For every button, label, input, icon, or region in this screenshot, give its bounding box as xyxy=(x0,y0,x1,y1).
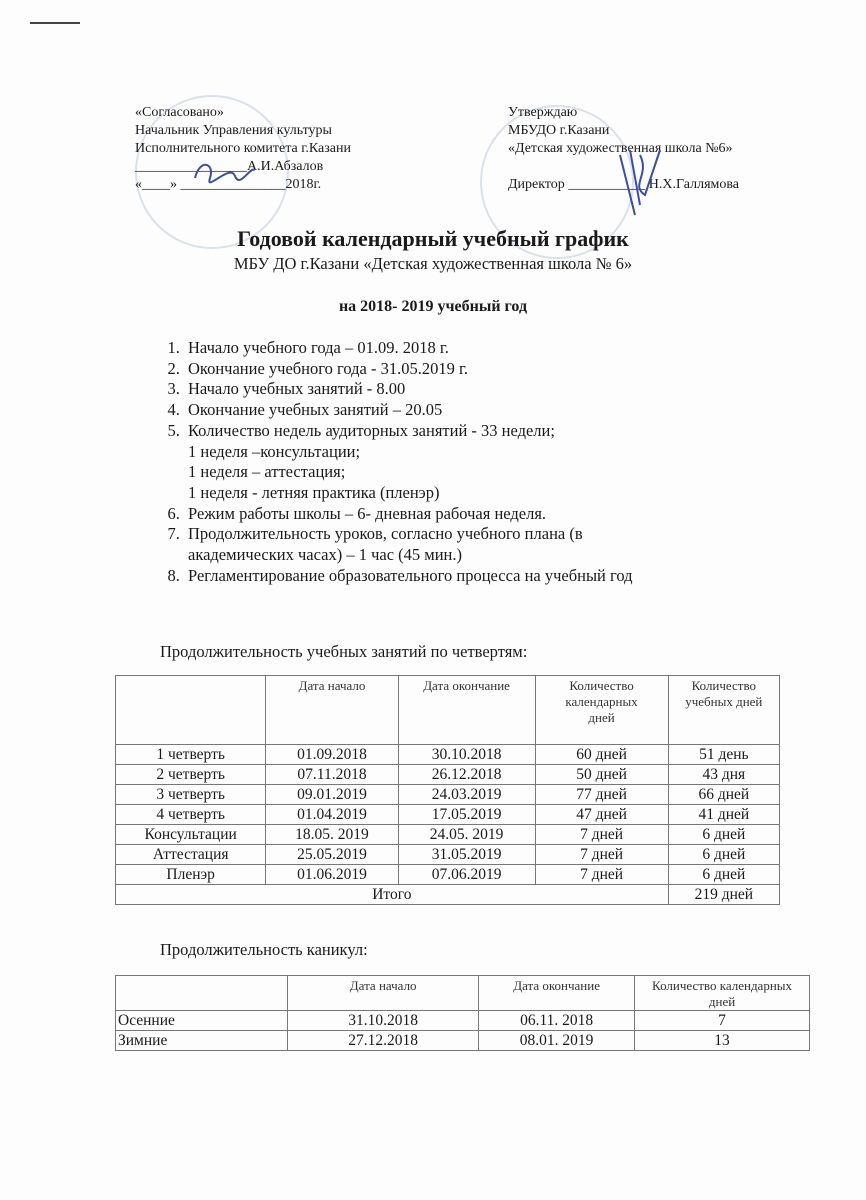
table-row xyxy=(116,845,780,865)
table-cell: Зимние xyxy=(116,1031,288,1051)
list-item-text: Начало учебных занятий - 8.00 xyxy=(188,379,406,399)
table-cell: 30.10.2018 xyxy=(398,745,535,765)
list-item xyxy=(184,566,688,587)
table-cell: 6 дней xyxy=(668,825,779,845)
list-subitem: 1 неделя –консультации; xyxy=(188,441,361,461)
column-header-text: Количество календарных дней xyxy=(652,978,793,1009)
table-row xyxy=(116,865,780,885)
table2-caption: Продолжительность каникул: xyxy=(160,940,368,959)
table-cell: 24.05. 2019 xyxy=(398,825,535,845)
table-cell: 17.05.2019 xyxy=(398,805,535,825)
table-row xyxy=(116,825,780,845)
column-header xyxy=(116,676,266,745)
total-label: Итого xyxy=(116,885,669,905)
quarters-table xyxy=(115,675,780,905)
table-cell: 3 четверть xyxy=(116,785,266,805)
approval-left-line: ________________А.И.Абзалов xyxy=(135,159,324,174)
document-title: Годовой календарный учебный график xyxy=(237,226,629,251)
table-cell: 60 дней xyxy=(535,745,668,765)
academic-year: на 2018- 2019 учебный год xyxy=(338,298,528,315)
approval-left-line: «____» _______________2018г. xyxy=(135,177,322,192)
table-row xyxy=(116,765,780,785)
column-header xyxy=(398,676,535,745)
table-cell: 6 дней xyxy=(668,845,779,865)
table-row xyxy=(116,805,780,825)
column-header xyxy=(288,976,479,1011)
signature-left xyxy=(190,158,260,186)
column-header-text: Количество учебных дней xyxy=(685,678,763,709)
list-item xyxy=(184,338,688,359)
table-cell: 4 четверть xyxy=(116,805,266,825)
total-value: 219 дней xyxy=(668,885,779,905)
table-cell: 51 день xyxy=(668,745,779,765)
list-item-text: Начало учебного года – 01.09. 2018 г. xyxy=(188,338,449,357)
column-header xyxy=(116,976,288,1011)
table-cell: 47 дней xyxy=(535,805,668,825)
table-cell: 07.11.2018 xyxy=(266,765,398,785)
signature-right xyxy=(610,145,670,225)
table-cell: 41 дней xyxy=(668,805,779,825)
column-header xyxy=(479,976,635,1011)
table-row xyxy=(116,1031,810,1051)
list-item-text: Продолжительность уроков, согласно учебного плана (в академических часах) – 1 час (45 мин.) xyxy=(188,524,583,565)
list-item-text: Режим работы школы – 6- дневная рабочая неделя. xyxy=(188,503,547,523)
list-item xyxy=(184,400,688,421)
table-cell: Осенние xyxy=(116,1011,288,1031)
table-cell: 06.11. 2018 xyxy=(479,1011,635,1031)
table-header-row xyxy=(116,976,810,1011)
list-item xyxy=(184,421,688,504)
table-cell: 24.03.2019 xyxy=(398,785,535,805)
list-item-text: Окончание учебных занятий – 20.05 xyxy=(188,400,443,420)
table-cell: 7 дней xyxy=(535,825,668,845)
column-header xyxy=(635,976,810,1011)
table-cell: Консультации xyxy=(116,825,266,845)
table-row xyxy=(116,745,780,765)
list-item-text: Окончание учебного года - 31.05.2019 г. xyxy=(188,358,468,378)
table-cell: 7 xyxy=(635,1011,810,1031)
approval-right-line: МБУДО г.Казани xyxy=(508,123,610,138)
table-cell: 50 дней xyxy=(535,765,668,785)
table-cell: 26.12.2018 xyxy=(398,765,535,785)
column-header-text: Дата начало xyxy=(298,678,366,693)
table-cell: 7 дней xyxy=(535,845,668,865)
table-header-row xyxy=(116,676,780,745)
table-cell: 01.09.2018 xyxy=(266,745,398,765)
column-header xyxy=(668,676,779,745)
list-item-text: Количество недель аудиторных занятий - 33 недели; xyxy=(188,420,555,440)
document-subtitle: МБУ ДО г.Казани «Детская художественная школа № 6» xyxy=(233,254,633,273)
table-cell: 18.05. 2019 xyxy=(266,825,398,845)
table-row xyxy=(116,1011,810,1031)
column-header xyxy=(535,676,668,745)
approval-right-line: Утверждаю xyxy=(508,105,578,120)
schedule-list xyxy=(160,338,688,586)
table-cell: 43 дня xyxy=(668,765,779,785)
approval-left-line: «Согласовано» xyxy=(135,105,224,120)
column-header xyxy=(266,676,398,745)
table-cell: 08.01. 2019 xyxy=(479,1031,635,1051)
table-cell: 1 четверть xyxy=(116,745,266,765)
table-cell: 25.05.2019 xyxy=(266,845,398,865)
approval-right-line: Директор ___________ Н.Х.Галлямова xyxy=(508,177,740,192)
approval-left-line: Исполнительного комитета г.Казани xyxy=(135,141,351,156)
table-row xyxy=(116,785,780,805)
table-cell: 2 четверть xyxy=(116,765,266,785)
table-cell: Аттестация xyxy=(116,845,266,865)
table-cell: 77 дней xyxy=(535,785,668,805)
table-cell: 31.10.2018 xyxy=(288,1011,479,1031)
table-cell: 07.06.2019 xyxy=(398,865,535,885)
list-subitem: 1 неделя – аттестация; xyxy=(188,462,346,482)
table-cell: 6 дней xyxy=(668,865,779,885)
list-item xyxy=(184,504,688,525)
list-item xyxy=(184,379,688,400)
table-cell: 7 дней xyxy=(535,865,668,885)
list-item xyxy=(184,359,688,380)
table-total-row xyxy=(116,885,780,905)
list-item-text: Регламентирование образовательного процесса на учебный год xyxy=(188,565,633,585)
column-header-text: Дата окончание xyxy=(513,978,600,993)
approval-left-line: Начальник Управления культуры xyxy=(135,123,332,138)
column-header-text: Дата начало xyxy=(349,978,417,993)
scan-mark xyxy=(30,22,80,24)
table-cell: 09.01.2019 xyxy=(266,785,398,805)
column-header-text: Дата окончание xyxy=(423,678,510,693)
table-cell: 66 дней xyxy=(668,785,779,805)
list-subitem: 1 неделя - летняя практика (пленэр) xyxy=(188,482,440,502)
approval-right-line: «Детская художественная школа №6» xyxy=(508,141,733,156)
table-cell: 01.04.2019 xyxy=(266,805,398,825)
holidays-table xyxy=(115,975,810,1051)
table-cell: 31.05.2019 xyxy=(398,845,535,865)
column-header-text: Количество календарных дней xyxy=(565,678,638,725)
table-cell: 27.12.2018 xyxy=(288,1031,479,1051)
table-cell: 01.06.2019 xyxy=(266,865,398,885)
table-cell: 13 xyxy=(635,1031,810,1051)
table-cell: Пленэр xyxy=(116,865,266,885)
table1-caption: Продолжительность учебных занятий по четвертям: xyxy=(160,642,528,661)
list-item xyxy=(184,524,688,565)
